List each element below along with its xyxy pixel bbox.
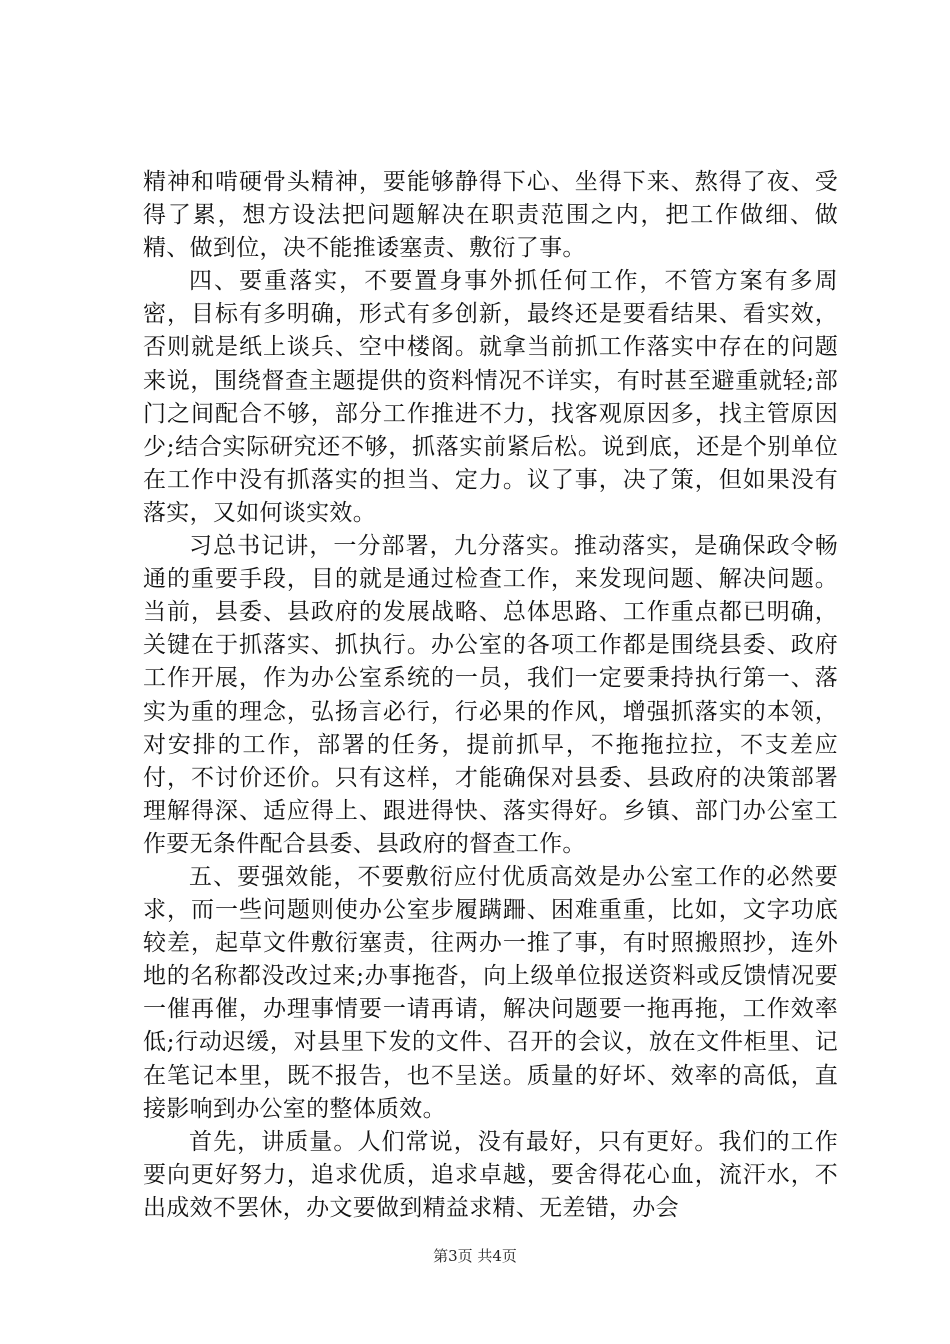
paragraph-section-five: 五、要强效能，不要敷衍应付优质高效是办公室工作的必然要求，而一些问题则使办公室步履蹒跚、困难重重，比如，文字功底较差，起草文件敷衍塞责，往两办一推了事，有时照搬照抄，连外地的名称都没改过来;办事拖沓，向上级单位报送资料或反馈情况要一催再催，办理事情要一请再请，解决问题要一拖再拖，工作效率低;行动迟缓，对县里下发的文件、召开的会议，放在文件柜里、记在笔记本里，既不报告，也不呈送。质量的好坏、效率的高低，直接影响到办公室的整体质效。	[143, 863, 838, 1122]
page-footer: 第3页 共4页	[433, 1247, 517, 1265]
paragraph-section-four: 四、要重落实，不要置身事外抓任何工作，不管方案有多周密，目标有多明确，形式有多创新，最终还是要看结果、看实效，否则就是纸上谈兵、空中楼阁。就拿当前抓工作落实中存在的问题来说，围绕督查主题提供的资料情况不详实，有时甚至避重就轻;部门之间配合不够，部分工作推进不力，找客观原因多，找主管原因少;结合实际研究还不够，抓落实前紧后松。说到底，还是个别单位在工作中没有抓落实的担当、定力。议了事，决了策，但如果没有落实，又如何谈实效。	[143, 268, 838, 526]
paragraph-continuation: 精神和啃硬骨头精神，要能够静得下心、坐得下来、熬得了夜、受得了累，想方设法把问题解决在职责范围之内，把工作做细、做精、做到位，决不能推诿塞责、敷衍了事。	[143, 169, 838, 262]
paragraph-quality: 首先，讲质量。人们常说，没有最好，只有更好。我们的工作要向更好努力，追求优质，追求卓越，要舍得花心血，流汗水，不出成效不罢休，办文要做到精益求精、无差错，办会	[143, 1128, 838, 1221]
document-body	[143, 166, 838, 1225]
paragraph-implementation: 习总书记讲，一分部署，九分落实。推动落实，是确保政令畅通的重要手段，目的就是通过检查工作，来发现问题、解决问题。当前，县委、县政府的发展战略、总体思路、工作重点都已明确，关键在于抓落实、抓执行。办公室的各项工作都是围绕县委、政府工作开展，作为办公室系统的一员，我们一定要秉持执行第一、落实为重的理念，弘扬言必行，行必果的作风，增强抓落实的本领，对安排的工作，部署的任务，提前抓早，不拖拖拉拉，不支差应付，不讨价还价。只有这样，才能确保对县委、县政府的决策部署理解得深、适应得上、跟进得快、落实得好。乡镇、部门办公室工作要无条件配合县委、县政府的督查工作。	[143, 533, 838, 857]
